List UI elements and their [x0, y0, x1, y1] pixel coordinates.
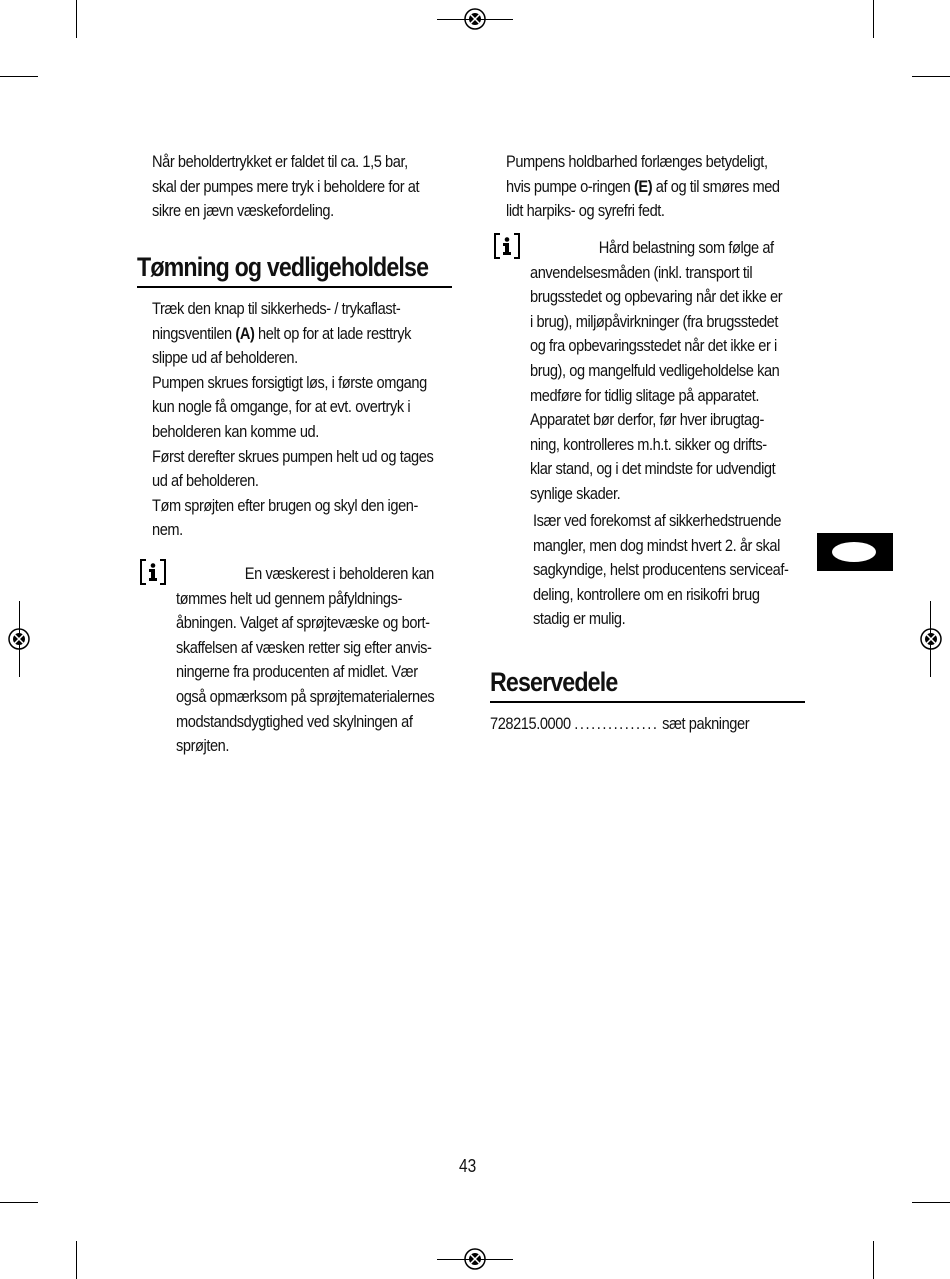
text-line: deling, kontrollere om en risikofri brug: [533, 584, 760, 604]
left-body: [152, 297, 453, 543]
crop-mark: [0, 1202, 38, 1203]
left-intro: [152, 150, 449, 224]
text-span: helt op for at lade resttryk: [258, 323, 411, 343]
text-line: [506, 175, 803, 200]
registration-mark-left: [4, 624, 34, 654]
spare-part-row: [490, 712, 749, 736]
leader-dots: ...............: [574, 714, 659, 733]
registration-mark-top: [460, 4, 490, 34]
text-line: skaffelsen af væsken retter sig efter anvis-: [176, 637, 432, 657]
text-line: skal der pumpes mere tryk i beholdere for at: [152, 176, 420, 196]
crop-mark: [0, 76, 38, 77]
left-note: [176, 562, 460, 759]
text-line: og fra opbevaringsstedet når det ikke er i: [530, 336, 777, 356]
text-line: klar stand, og i det mindste for udvendigt: [530, 459, 776, 479]
text-line: tømmes helt ud gennem påfyldnings-: [176, 588, 402, 608]
text-line: sprøjten.: [176, 736, 230, 756]
heading-rule: [137, 286, 452, 288]
part-name: sæt pakninger: [662, 714, 750, 733]
text-line: åbningen. Valget af sprøjtevæske og bort-: [176, 613, 430, 633]
right-note-2: [533, 509, 808, 632]
text-line: Apparatet bør derfor, før hver ibrugtag-: [530, 410, 764, 430]
crop-mark: [873, 0, 874, 38]
info-icon: [140, 559, 166, 585]
text-line: i brug), miljøpåvirkninger (fra brugsstedet: [530, 311, 779, 331]
text-line: Tøm sprøjten efter brugen og skyl den igen-: [152, 495, 418, 515]
text-line: anvendelsesmåden (inkl. transport til: [530, 262, 753, 282]
crop-mark: [76, 0, 77, 38]
right-note: [530, 236, 805, 507]
crop-mark: [912, 76, 950, 77]
text-line: nem.: [152, 520, 183, 540]
section-heading-spare-parts: Reservedele: [490, 667, 618, 697]
text-line: Træk den knap til sikkerheds- / trykaflast-: [152, 299, 401, 318]
text-line: Pumpens holdbarhed forlænges betydeligt,: [506, 152, 768, 171]
info-icon: [494, 233, 520, 259]
heading-rule: [490, 701, 805, 703]
part-number: 728215.0000: [490, 714, 571, 733]
text-line: synlige skader.: [530, 483, 621, 503]
text-line: modstandsdygtighed ved skylningen af: [176, 711, 413, 731]
part-ref-a: (A): [235, 323, 255, 343]
text-line: ud af beholderen.: [152, 471, 259, 491]
crop-mark: [76, 1241, 77, 1279]
text-line: Især ved forekomst af sikkerhedstruende: [533, 511, 782, 530]
language-tab: [817, 533, 893, 571]
text-line: også opmærksom på sprøjtematerialernes: [176, 686, 435, 706]
text-line: Når beholdertrykket er faldet til ca. 1,5 bar,: [152, 152, 408, 171]
text-line: En væskerest i beholderen kan: [244, 564, 434, 583]
registration-mark-bottom: [460, 1244, 490, 1274]
text-line: stadig er mulig.: [533, 609, 626, 629]
part-ref-e: (E): [633, 176, 653, 196]
registration-mark-right: [916, 624, 946, 654]
right-intro: [506, 150, 803, 224]
text-line: Først derefter skrues pumpen helt ud og tages: [152, 446, 434, 466]
text-line: medføre for tidlig slitage på apparatet.: [530, 385, 760, 405]
text-line: sikre en jævn væskefordeling.: [152, 201, 334, 221]
text-line: mangler, men dog mindst hvert 2. år skal: [533, 535, 780, 555]
crop-mark: [912, 1202, 950, 1203]
page-number: 43: [459, 1156, 477, 1176]
text-line: brugsstedet og opbevaring når det ikke er: [530, 287, 783, 307]
text-line: sagkyndige, helst producentens serviceaf-: [533, 560, 789, 580]
section-heading-maintenance: Tømning og vedligeholdelse: [137, 252, 429, 282]
text-line: lidt harpiks- og syrefri fedt.: [506, 201, 665, 221]
text-line: ning, kontrolleres m.h.t. sikker og drifts-: [530, 434, 767, 454]
text-line: kun nogle få omgange, for at evt. overtryk i: [152, 397, 411, 417]
text-line: ningerne fra producenten af midlet. Vær: [176, 662, 418, 682]
crop-mark: [873, 1241, 874, 1279]
text-line: Hård belastning som følge af: [598, 238, 774, 257]
text-line: [152, 322, 453, 347]
language-tab-oval: [832, 542, 876, 562]
text-span: hvis pumpe o-ringen: [506, 176, 631, 196]
text-span: af og til smøres med: [655, 176, 780, 196]
text-line: Pumpen skrues forsigtigt løs, i første omgang: [152, 372, 427, 392]
text-line: slippe ud af beholderen.: [152, 348, 298, 368]
text-span: ningsventilen: [152, 323, 232, 343]
text-line: beholderen kan komme ud.: [152, 421, 319, 441]
text-line: brug), og mangelfuld vedligeholdelse kan: [530, 360, 780, 380]
